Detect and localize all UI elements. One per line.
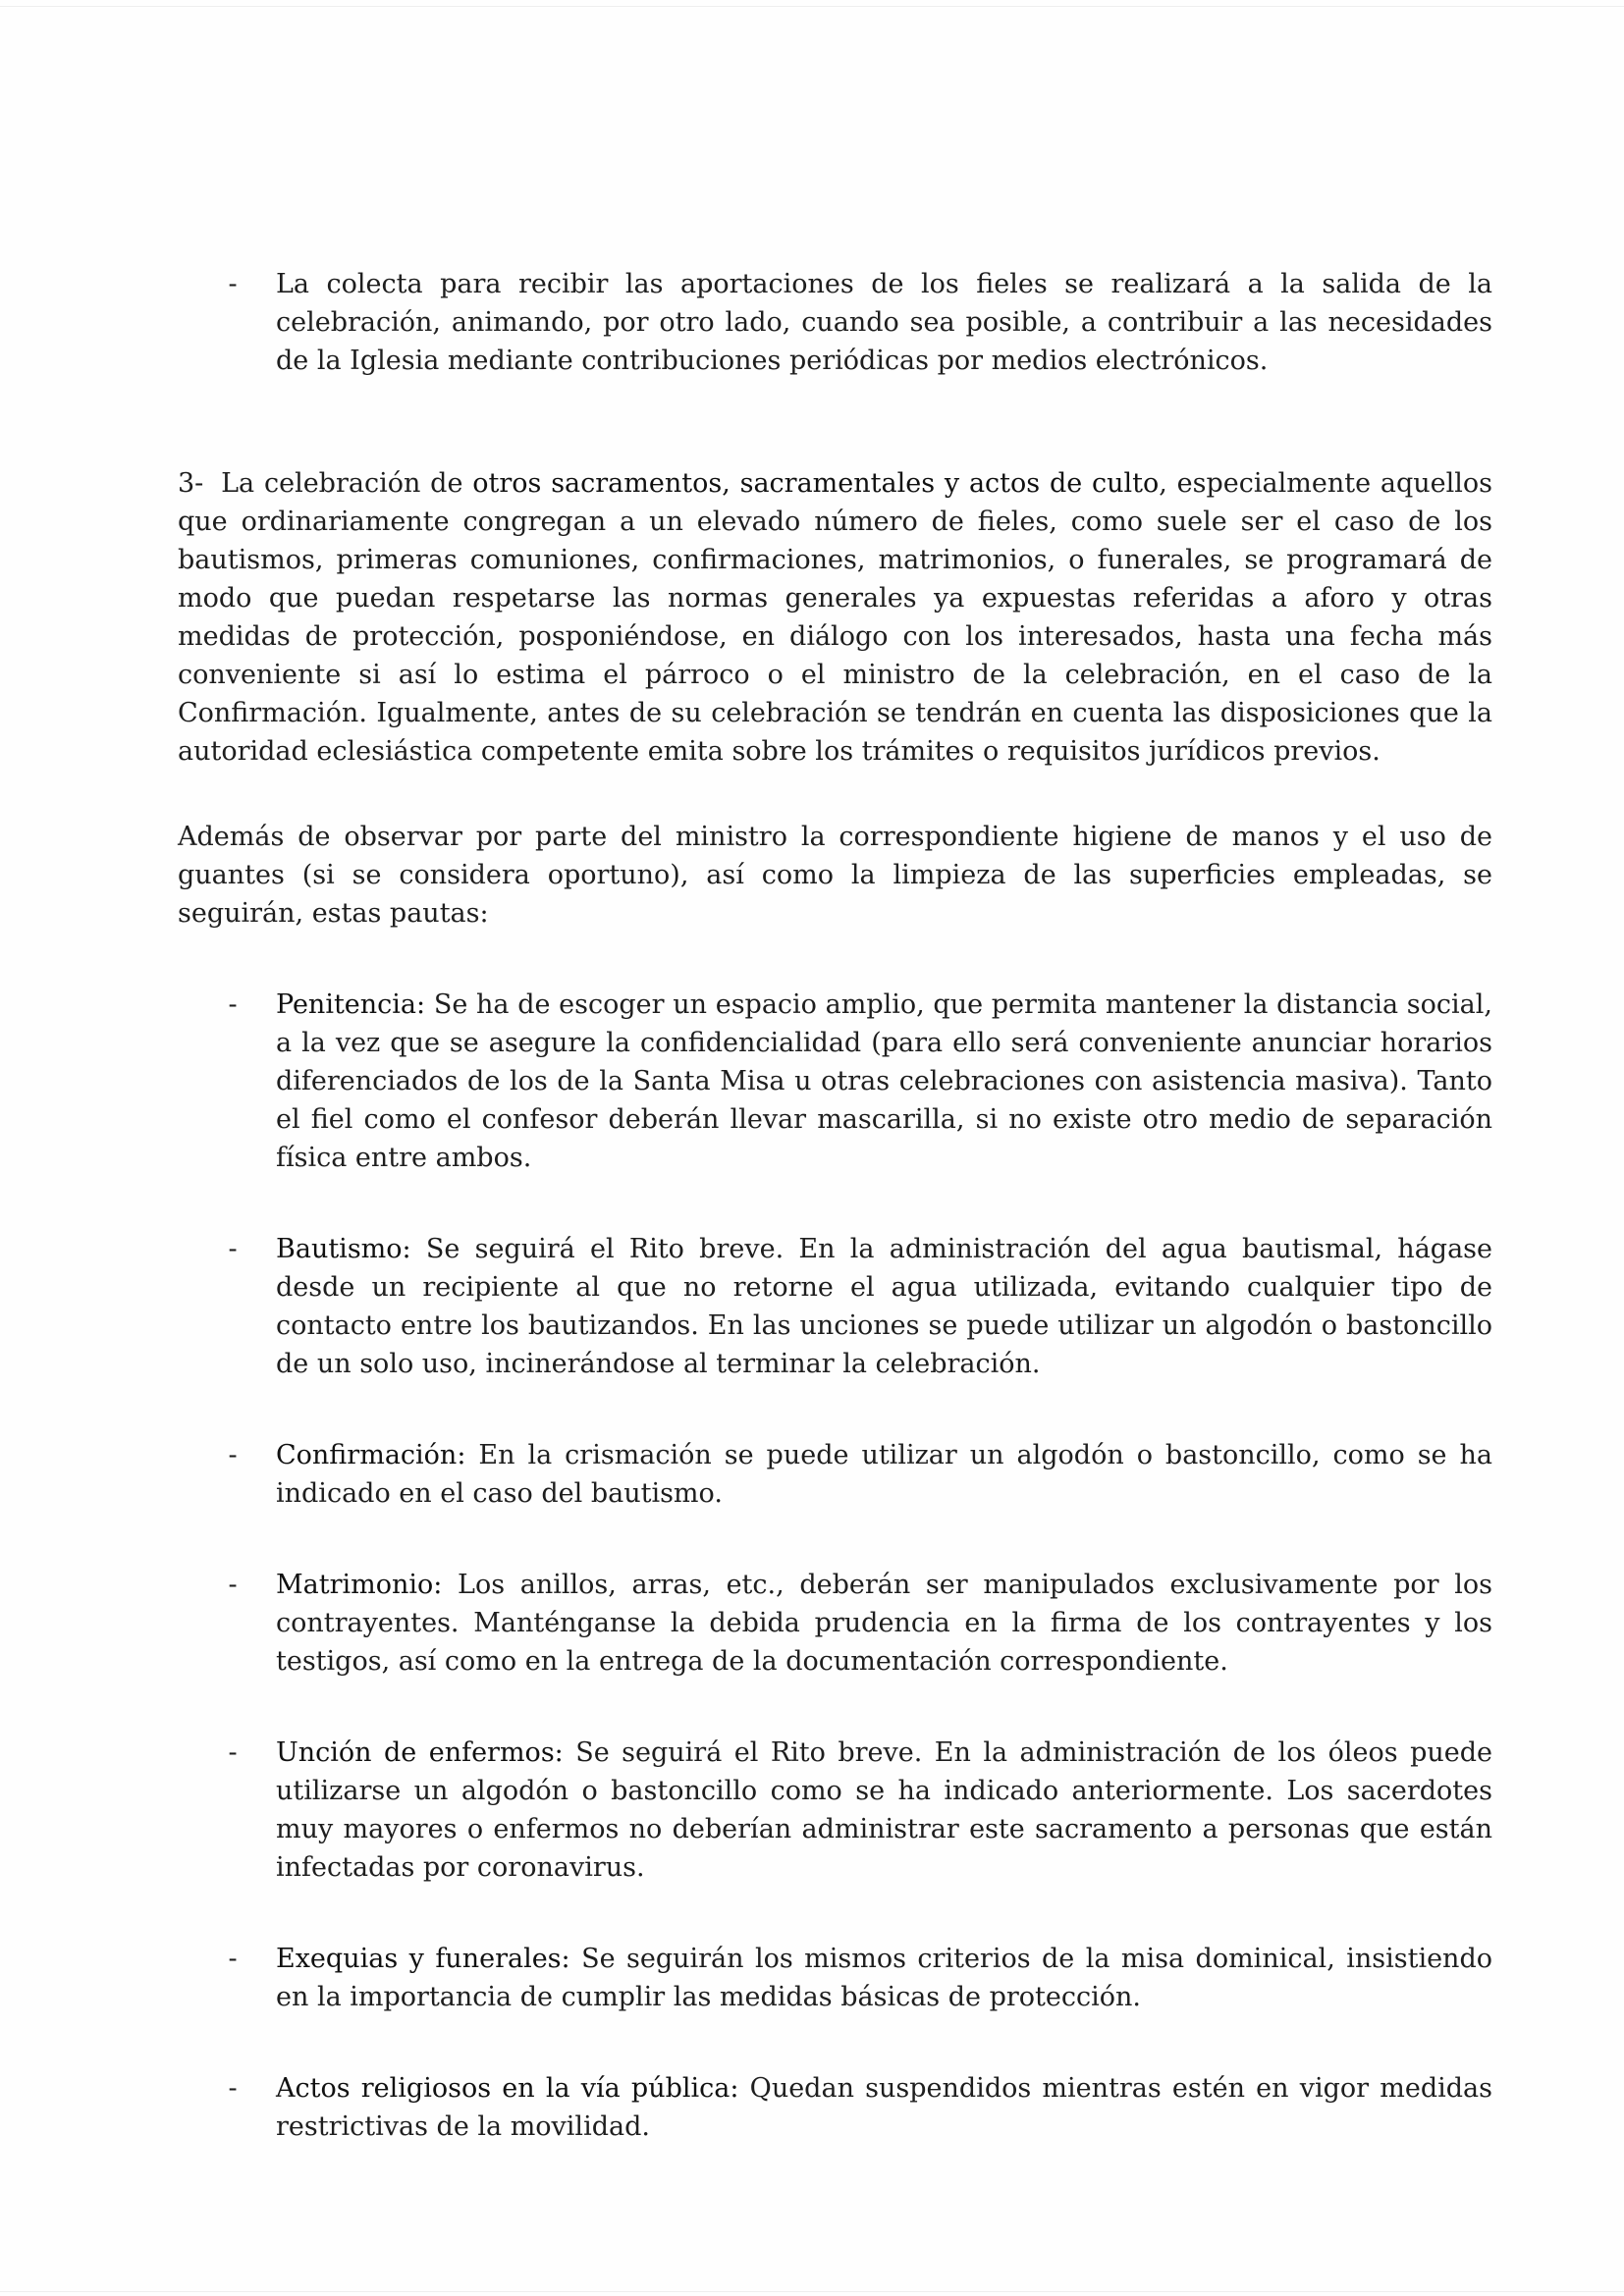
section-3-text: , especialmente aquellos que ordinariamente congregan a un elevado número de fieles, como suele ser el caso de los bautismos, primeras comuniones, confirmaciones, matrimonios, o funerales, se programará de modo que puedan respetarse las normas generales ya expuestas referidas a aforo y otras medidas de protección, posponiéndose, en diálogo con los interesados, hasta una fecha más conveniente si así lo estima el párroco o el ministro de la celebración, en el caso de la Confirmación. Igualmente, antes de su celebración se tendrán en cuenta las disposiciones que la autoridad eclesiástica competente emita sobre los trámites o requisitos jurídicos previos. bbox=[178, 468, 1492, 767]
list-dash-marker: - bbox=[228, 2073, 238, 2104]
section-3-lead: La celebración de bbox=[221, 468, 463, 499]
scan-edge-top bbox=[0, 6, 1624, 7]
list-dash-marker: - bbox=[228, 1944, 238, 1974]
item-label: Matrimonio: bbox=[276, 1570, 443, 1600]
list-item-penitencia bbox=[178, 986, 1492, 1177]
list-dash-marker: - bbox=[228, 269, 238, 299]
spacer bbox=[178, 380, 1492, 464]
spacer bbox=[178, 1887, 1492, 1940]
spacer bbox=[178, 1383, 1492, 1436]
section-3-number: 3- bbox=[178, 468, 204, 499]
item-text: Se ha de escoger un espacio amplio, que permita mantener la distancia social, a la vez que se asegure la confidencialidad (para ello será conveniente anunciar horarios diferenciados de los de la Santa Misa u otras celebraciones con asistencia masiva). Tanto el fiel como el confesor deberán llevar mascarilla, si no existe otro medio de separación física entre ambos. bbox=[276, 989, 1492, 1173]
list-dash-marker: - bbox=[228, 989, 238, 1020]
item-text: Se seguirán los mismos criterios de la misa dominical, insistiendo en la importancia de cumplir las medidas básicas de protección. bbox=[276, 1944, 1492, 2012]
spacer bbox=[178, 1177, 1492, 1230]
item-label: Actos religiosos en la vía pública: bbox=[276, 2073, 739, 2104]
item-text: Los anillos, arras, etc., deberán ser manipulados exclusivamente por los contrayentes. Manténganse la debida prudencia en la firma de los contrayentes y los testigos, así como en la entrega de la documentación correspondiente. bbox=[276, 1570, 1492, 1677]
list-dash-marker: - bbox=[228, 1570, 238, 1600]
item-text: Quedan suspendidos mientras estén en vigor medidas restrictivas de la movilidad. bbox=[276, 2073, 1492, 2142]
scan-edge-bottom bbox=[0, 2291, 1624, 2292]
list-item-matrimonio bbox=[178, 1566, 1492, 1681]
item-label: Exequias y funerales: bbox=[276, 1944, 570, 1974]
list-item-exequias-y-funerales bbox=[178, 1940, 1492, 2016]
item-label: Confirmación: bbox=[276, 1440, 466, 1470]
list-item-bautismo bbox=[178, 1230, 1492, 1383]
spacer bbox=[178, 1513, 1492, 1566]
document-body bbox=[178, 265, 1492, 2146]
section-3-emphasis: otros sacramentos, sacramentales y actos de culto bbox=[472, 468, 1160, 499]
item-text: En la crismación se puede utilizar un algodón o bastoncillo, como se ha indicado en el caso del bautismo. bbox=[276, 1440, 1492, 1509]
item-label: Penitencia: bbox=[276, 989, 426, 1020]
spacer bbox=[178, 933, 1492, 986]
list-dash-marker: - bbox=[228, 1234, 238, 1264]
list-item-actos-religiosos bbox=[178, 2069, 1492, 2146]
list-item-confirmacion bbox=[178, 1436, 1492, 1513]
list-dash-marker: - bbox=[228, 1737, 238, 1768]
item-text: Se seguirá el Rito breve. En la administración de los óleos puede utilizarse un algodón o bastoncillo como se ha indicado anteriormente. Los sacerdotes muy mayores o enfermos no deberían administrar este sacramento a personas que están infectadas por coronavirus. bbox=[276, 1737, 1492, 1883]
list-dash-marker: - bbox=[228, 1440, 238, 1470]
spacer bbox=[178, 771, 1492, 818]
section-3-followup-paragraph: Además de observar por parte del ministro la correspondiente higiene de manos y el uso de guantes (si se considera oportuno), así como la limpieza de las superficies empleadas, se seguirán, estas pautas: bbox=[178, 822, 1492, 929]
spacer bbox=[178, 1681, 1492, 1734]
item-label: Bautismo: bbox=[276, 1234, 411, 1264]
section-3-paragraph bbox=[178, 464, 1492, 771]
item-text: Se seguirá el Rito breve. En la administración del agua bautismal, hágase desde un recipiente al que no retorne el agua utilizada, evitando cualquier tipo de contacto entre los bautizandos. En las unciones se puede utilizar un algodón o bastoncillo de un solo uso, incinerándose al terminar la celebración. bbox=[276, 1234, 1492, 1379]
item-label: Unción de enfermos: bbox=[276, 1737, 564, 1768]
spacer bbox=[178, 2016, 1492, 2069]
intro-item-text: La colecta para recibir las aportaciones de los fieles se realizará a la salida de la celebración, animando, por otro lado, cuando sea posible, a contribuir a las necesidades de la Iglesia mediante contribuciones periódicas por medios electrónicos. bbox=[276, 269, 1492, 376]
intro-list-item bbox=[178, 265, 1492, 380]
list-item-uncion-de-enfermos bbox=[178, 1734, 1492, 1887]
